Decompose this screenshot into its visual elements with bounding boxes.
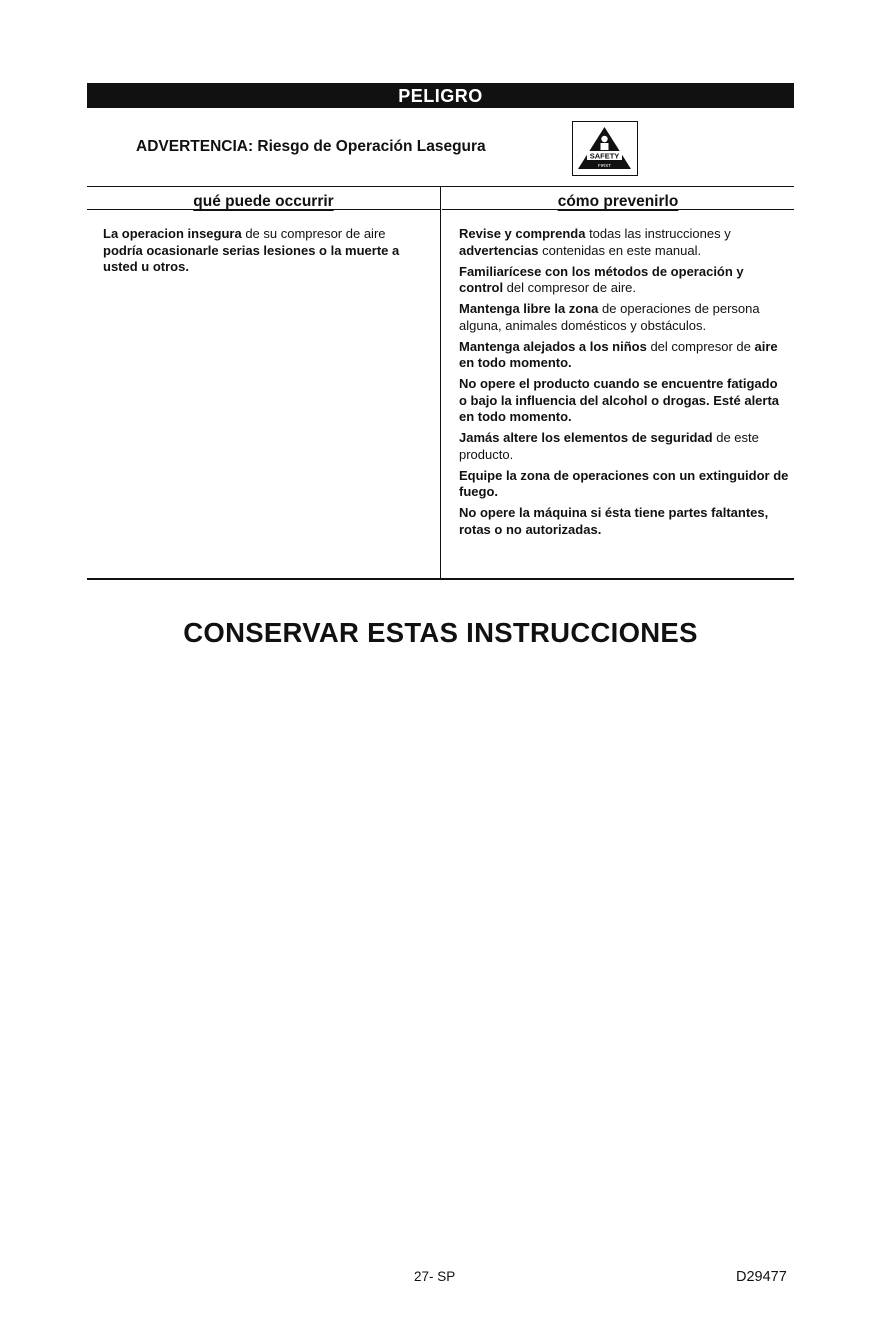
hazard-segment: de su compresor de aire xyxy=(241,226,386,241)
hazard-segment: La operacion insegura xyxy=(103,226,242,241)
left-column-header: qué puede occurrir xyxy=(193,193,334,210)
prevention-item xyxy=(459,430,789,463)
left-header-rule xyxy=(87,209,440,210)
safety-icon-label-top: SAFETY xyxy=(589,151,620,161)
prevention-list xyxy=(459,226,789,543)
prevention-segment: todas las instrucciones y xyxy=(585,226,731,241)
hazard-description xyxy=(103,226,403,276)
document-code: D29477 xyxy=(736,1269,787,1285)
prevention-segment: Familiarícese con los métodos de operación y control xyxy=(459,263,744,295)
prevention-segment: aire en todo momento. xyxy=(459,338,778,370)
prevention-segment: advertencias xyxy=(459,242,539,258)
prevention-segment: Equipe la zona de operaciones con un extinguidor de fuego. xyxy=(459,467,789,499)
prevention-segment: Mantenga libre la zona xyxy=(459,301,599,316)
prevention-segment: del compresor de xyxy=(646,338,755,354)
prevention-item xyxy=(459,376,789,426)
safety-first-icon xyxy=(572,121,638,176)
prevention-item xyxy=(459,264,789,297)
prevention-segment: No opere el producto cuando se encuentre fatigado o bajo la influencia del alcohol o drogas. Esté alerta en todo momento. xyxy=(459,376,780,424)
prevention-segment: No opere la máquina si ésta tiene partes faltantes, rotas o no autorizadas. xyxy=(459,505,769,537)
prevention-segment: Jamás altere los elementos de seguridad xyxy=(459,430,713,445)
prevention-segment: Mantenga alejados a los niños xyxy=(459,338,647,354)
prevention-segment: del compresor de aire. xyxy=(503,280,637,295)
prevention-segment: de operaciones de persona alguna, animales domésticos y obstáculos. xyxy=(459,301,760,333)
right-column-header: cómo prevenirlo xyxy=(557,193,679,210)
prevention-segment: contenidas en este manual. xyxy=(538,242,702,258)
right-header-rule xyxy=(442,209,794,210)
prevention-item xyxy=(459,468,789,501)
prevention-item xyxy=(459,301,789,334)
table-bottom-rule xyxy=(87,578,794,580)
safety-icon-label-bottom: FIRST xyxy=(598,163,611,168)
column-divider xyxy=(440,186,441,579)
page-number: 27- SP xyxy=(414,1269,456,1284)
hazard-segment: podría ocasionarle serias lesiones o la muerte a usted u otros. xyxy=(103,242,400,274)
prevention-item xyxy=(459,339,789,372)
warning-heading: ADVERTENCIA: Riesgo de Operación Lasegura xyxy=(136,138,486,155)
prevention-segment: Revise y comprenda xyxy=(459,226,586,241)
danger-banner: PELIGRO xyxy=(87,83,794,108)
prevention-item xyxy=(459,505,789,538)
prevention-segment: de este producto. xyxy=(459,430,759,462)
keep-instructions-title: CONSERVAR ESTAS INSTRUCCIONES xyxy=(183,617,698,648)
prevention-item xyxy=(459,226,789,259)
